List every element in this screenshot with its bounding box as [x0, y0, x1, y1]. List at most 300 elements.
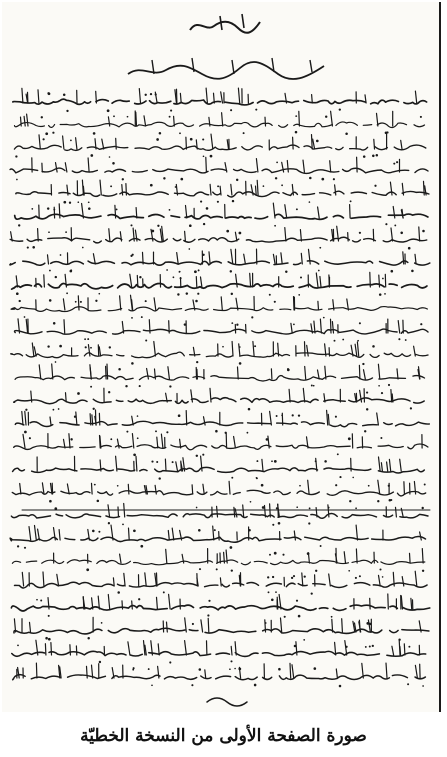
manuscript-dot: [368, 485, 370, 487]
manuscript-dot: [278, 668, 281, 671]
manuscript-dot: [41, 116, 43, 118]
manuscript-stroke: [45, 644, 46, 655]
manuscript-dot: [284, 616, 286, 618]
manuscript-dot: [186, 292, 188, 294]
manuscript-dot: [217, 201, 219, 203]
manuscript-dot: [16, 292, 19, 295]
manuscript-dot: [87, 338, 89, 340]
manuscript-dot: [328, 507, 330, 509]
manuscript-dot: [422, 507, 424, 509]
manuscript-stroke: [113, 578, 114, 586]
manuscript-stroke: [39, 135, 40, 149]
manuscript-stroke: [210, 388, 211, 402]
manuscript-dot: [408, 247, 411, 250]
manuscript-dot: [372, 345, 375, 348]
manuscript-stroke: [115, 205, 116, 218]
manuscript-stroke: [331, 319, 332, 333]
manuscript-line: [14, 398, 425, 404]
manuscript-stroke: [415, 91, 416, 103]
manuscript-stroke: [169, 594, 171, 609]
manuscript-dot: [420, 323, 422, 325]
manuscript-stroke: [126, 184, 127, 195]
manuscript-dot: [122, 524, 124, 526]
manuscript-stroke: [224, 552, 225, 563]
manuscript-stroke: [404, 644, 405, 655]
manuscript-dot: [355, 577, 357, 579]
manuscript-dot: [133, 529, 136, 532]
manuscript-dot: [86, 568, 89, 571]
manuscript-dot: [372, 155, 375, 158]
manuscript-dot: [177, 293, 179, 295]
manuscript-dot: [339, 685, 342, 688]
manuscript-dot: [271, 460, 273, 462]
manuscript-stroke: [309, 249, 311, 264]
manuscript-stroke: [209, 252, 210, 264]
manuscript-dot: [335, 484, 337, 486]
manuscript-stroke: [313, 139, 315, 149]
manuscript-stroke: [102, 139, 104, 149]
manuscript-line: [10, 237, 427, 243]
manuscript-stroke: [203, 484, 204, 494]
manuscript-stroke: [213, 526, 214, 540]
manuscript-dot: [52, 132, 54, 134]
manuscript-stroke: [64, 320, 65, 333]
manuscript-dot: [206, 207, 209, 210]
manuscript-dot: [18, 224, 20, 226]
manuscript-stroke: [231, 184, 232, 195]
heading-script-2: [122, 54, 332, 84]
manuscript-dot: [236, 324, 238, 326]
manuscript-stroke: [217, 506, 218, 517]
manuscript-stroke: [251, 185, 253, 195]
manuscript-dot: [222, 346, 224, 348]
manuscript-dot: [116, 208, 118, 210]
manuscript-stroke: [108, 117, 109, 126]
manuscript-dot: [369, 645, 371, 647]
manuscript-stroke: [67, 484, 69, 494]
manuscript-stroke: [177, 253, 179, 264]
manuscript-dot: [385, 131, 388, 134]
manuscript-stroke: [303, 388, 304, 402]
manuscript-stroke: [78, 296, 79, 310]
manuscript-dot: [378, 385, 380, 387]
manuscript-stroke: [161, 434, 163, 448]
manuscript-dot: [59, 345, 62, 348]
manuscript-dot: [295, 131, 298, 134]
manuscript-dot: [180, 277, 182, 279]
manuscript-stroke: [135, 230, 137, 241]
manuscript-stroke: [415, 665, 417, 678]
manuscript-stroke: [332, 619, 333, 632]
manuscript-stroke: [143, 252, 144, 264]
manuscript-stroke: [132, 434, 133, 448]
manuscript-stroke: [124, 573, 125, 586]
manuscript-stroke: [415, 571, 417, 586]
manuscript-dot: [364, 430, 366, 432]
manuscript-stroke: [157, 597, 158, 609]
manuscript-dot: [19, 300, 21, 302]
manuscript-dot: [307, 552, 310, 555]
manuscript-dot: [127, 116, 129, 118]
manuscript-stroke: [422, 549, 423, 563]
manuscript-stroke: [197, 369, 198, 379]
manuscript-dot: [359, 322, 361, 324]
manuscript-stroke: [355, 344, 357, 356]
manuscript-stroke: [24, 116, 25, 126]
manuscript-stroke: [301, 253, 302, 264]
manuscript-stroke: [318, 207, 320, 218]
manuscript-stroke: [165, 459, 166, 471]
manuscript-stroke: [201, 277, 202, 287]
manuscript-dot: [29, 437, 31, 439]
manuscript-stroke: [379, 575, 381, 586]
manuscript-stroke: [186, 137, 187, 149]
manuscript-dot: [337, 453, 339, 455]
manuscript-dot: [210, 155, 213, 158]
manuscript-stroke: [116, 138, 117, 149]
manuscript-stroke: [205, 670, 206, 678]
manuscript-dot: [299, 485, 301, 487]
manuscript-dot: [117, 485, 119, 487]
manuscript-dot: [348, 437, 351, 440]
manuscript-stroke: [144, 116, 146, 126]
manuscript-dot: [195, 300, 198, 303]
manuscript-dot: [80, 301, 82, 303]
manuscript-dot: [82, 247, 84, 249]
manuscript-dot: [69, 202, 71, 204]
manuscript-stroke: [208, 618, 209, 632]
manuscript-stroke: [287, 161, 288, 173]
manuscript-dot: [16, 179, 18, 181]
manuscript-dot: [256, 477, 258, 479]
manuscript-dot: [422, 685, 424, 687]
manuscript-stroke: [54, 528, 56, 540]
manuscript-dot: [117, 591, 120, 594]
manuscript-dot: [151, 684, 153, 686]
manuscript-dot: [311, 593, 313, 595]
manuscript-dot: [282, 554, 284, 556]
manuscript-stroke: [300, 230, 301, 241]
manuscript-dot: [366, 622, 369, 625]
manuscript-dot: [179, 271, 181, 273]
manuscript-dot: [139, 276, 141, 278]
manuscript-line: [11, 514, 428, 519]
manuscript-dot: [199, 568, 201, 570]
manuscript-dot: [169, 661, 171, 663]
manuscript-stroke: [83, 186, 84, 195]
manuscript-stroke: [402, 577, 404, 586]
manuscript-dot: [339, 476, 341, 478]
manuscript-line: [12, 651, 426, 656]
manuscript-dot: [229, 668, 231, 670]
manuscript-line: [10, 536, 425, 542]
manuscript-dot: [15, 155, 17, 157]
manuscript-dot: [269, 554, 271, 556]
manuscript-stroke: [185, 231, 186, 241]
manuscript-dot: [268, 591, 270, 593]
manuscript-dot: [48, 92, 51, 95]
manuscript-stroke: [139, 89, 140, 103]
manuscript-dot: [303, 639, 305, 641]
manuscript-stroke: [312, 135, 313, 149]
manuscript-stroke: [356, 525, 357, 540]
manuscript-dot: [274, 301, 276, 303]
manuscript-dot: [363, 155, 366, 158]
manuscript-dot: [85, 346, 87, 348]
manuscript-dot: [92, 530, 95, 533]
manuscript-stroke: [76, 412, 77, 425]
manuscript-dot: [285, 271, 287, 273]
manuscript-dot: [234, 668, 236, 670]
manuscript-stroke: [122, 185, 123, 195]
manuscript-dot: [298, 294, 300, 296]
manuscript-dot: [231, 322, 233, 324]
manuscript-dot: [355, 507, 357, 509]
manuscript-dot: [133, 453, 136, 456]
manuscript-dot: [309, 201, 311, 203]
manuscript-dot: [77, 201, 79, 203]
manuscript-stroke: [370, 272, 371, 287]
manuscript-stroke: [271, 369, 272, 379]
manuscript-stroke: [130, 274, 132, 287]
manuscript-stroke: [107, 364, 108, 379]
manuscript-dot: [17, 545, 19, 547]
manuscript-stroke: [168, 367, 170, 379]
manuscript-stroke: [100, 460, 101, 471]
manuscript-stroke: [344, 552, 345, 563]
manuscript-dot: [408, 646, 410, 648]
manuscript-dot: [325, 115, 327, 117]
manuscript-stroke: [136, 208, 137, 218]
manuscript-line: [15, 376, 424, 381]
manuscript-stroke: [30, 622, 31, 632]
manuscript-stroke: [377, 113, 378, 126]
manuscript-dot: [131, 317, 133, 319]
manuscript-dot: [25, 409, 27, 411]
manuscript-dot: [274, 460, 277, 463]
manuscript-dot: [296, 600, 298, 602]
manuscript-dot: [118, 368, 121, 371]
manuscript-stroke: [401, 140, 402, 149]
manuscript-dot: [24, 316, 26, 318]
manuscript-dot: [192, 623, 194, 625]
manuscript-dot: [381, 392, 383, 394]
manuscript-dot: [281, 414, 283, 416]
manuscript-dot: [31, 208, 33, 210]
manuscript-dot: [365, 646, 367, 648]
manuscript-dot: [380, 437, 382, 439]
manuscript-dot: [169, 116, 171, 118]
manuscript-stroke: [332, 322, 333, 333]
manuscript-dot: [216, 568, 218, 570]
manuscript-dot: [203, 155, 205, 157]
manuscript-stroke: [120, 232, 121, 241]
manuscript-dot: [334, 340, 336, 342]
manuscript-stroke: [277, 597, 278, 609]
manuscript-stroke: [109, 229, 110, 241]
manuscript-stroke: [396, 507, 397, 517]
manuscript-dot: [75, 301, 77, 303]
manuscript-dot: [254, 345, 256, 347]
manuscript-line: [13, 99, 427, 105]
manuscript-dot: [139, 385, 141, 387]
manuscript-dot: [323, 317, 325, 319]
manuscript-dot: [53, 322, 56, 325]
manuscript-stroke: [256, 186, 257, 195]
manuscript-stroke: [400, 647, 401, 655]
manuscript-stroke: [289, 389, 290, 402]
manuscript-dot: [27, 247, 29, 249]
manuscript-stroke: [155, 485, 156, 494]
manuscript-dot: [269, 294, 271, 296]
manuscript-dot: [261, 484, 264, 487]
manuscript-stroke: [92, 483, 93, 494]
manuscript-dot: [366, 408, 368, 410]
manuscript-dot: [389, 499, 392, 502]
manuscript-stroke: [378, 480, 380, 494]
manuscript-dot: [112, 162, 115, 165]
manuscript-stroke: [48, 255, 49, 264]
manuscript-stroke: [273, 203, 275, 218]
manuscript-stroke: [424, 181, 425, 195]
manuscript-dot: [32, 246, 35, 249]
manuscript-dot: [396, 161, 398, 163]
manuscript-dot: [321, 178, 324, 181]
manuscript-stroke: [108, 595, 109, 610]
manuscript-dot: [407, 683, 409, 685]
manuscript-stroke: [144, 641, 145, 655]
manuscript-dot: [42, 138, 44, 140]
manuscript-dot: [311, 385, 313, 387]
manuscript-stroke: [76, 138, 77, 149]
manuscript-stroke: [92, 415, 93, 425]
manuscript-dot: [90, 347, 92, 349]
manuscript-stroke: [414, 346, 416, 356]
manuscript-stroke: [392, 394, 393, 402]
manuscript-dot: [309, 177, 312, 180]
manuscript-stroke: [83, 597, 84, 609]
manuscript-dot: [169, 209, 171, 211]
manuscript-stroke: [34, 347, 36, 356]
manuscript-stroke: [294, 531, 295, 540]
manuscript-dot: [382, 278, 384, 280]
manuscript-dot: [45, 637, 48, 640]
manuscript-dot: [359, 575, 361, 577]
manuscript-dot: [70, 140, 72, 142]
manuscript-dot: [275, 177, 277, 179]
manuscript-stroke: [20, 484, 21, 495]
manuscript-dot: [163, 591, 165, 593]
manuscript-dot: [254, 684, 257, 687]
manuscript-line: [15, 122, 425, 128]
manuscript-stroke: [331, 111, 333, 126]
manuscript-stroke: [59, 204, 60, 218]
manuscript-stroke: [117, 439, 119, 448]
manuscript-dot: [333, 178, 335, 180]
manuscript-stroke: [330, 161, 331, 172]
manuscript-stroke: [222, 113, 223, 126]
manuscript-stroke: [100, 436, 101, 449]
manuscript-dot: [151, 230, 154, 233]
manuscript-dot: [94, 484, 96, 486]
manuscript-dot: [159, 477, 161, 479]
manuscript-dot: [199, 668, 202, 671]
manuscript-dot: [331, 616, 333, 618]
manuscript-dot: [262, 506, 265, 509]
manuscript-dot: [188, 248, 190, 250]
manuscript-dot: [296, 506, 298, 508]
manuscript-stroke: [90, 365, 91, 379]
manuscript-dot: [230, 270, 232, 272]
manuscript-dot: [24, 431, 27, 434]
manuscript-dot: [247, 432, 249, 434]
manuscript-stroke: [50, 417, 51, 425]
manuscript-stroke: [290, 663, 291, 678]
manuscript-dot: [272, 524, 274, 526]
manuscript-stroke: [128, 642, 130, 655]
manuscript-dot: [294, 645, 297, 648]
manuscript-dot: [296, 208, 298, 210]
manuscript-dot: [130, 255, 132, 257]
manuscript-dot: [265, 622, 267, 624]
manuscript-stroke: [281, 253, 282, 264]
manuscript-dot: [126, 431, 128, 433]
manuscript-dot: [276, 162, 278, 164]
manuscript-dot: [272, 576, 274, 578]
manuscript-stroke: [128, 484, 129, 494]
manuscript-stroke: [25, 411, 26, 425]
manuscript-dot: [47, 345, 49, 347]
manuscript-dot: [391, 270, 394, 273]
manuscript-stroke: [206, 88, 207, 103]
manuscript-stroke: [36, 663, 37, 678]
manuscript-stroke: [29, 527, 31, 540]
manuscript-dot: [90, 386, 92, 388]
manuscript-dot: [55, 276, 57, 278]
manuscript-dot: [239, 232, 242, 235]
manuscript-dot: [88, 201, 90, 203]
manuscript-line: [14, 444, 428, 450]
manuscript-stroke: [336, 669, 337, 678]
manuscript-stroke: [265, 117, 266, 126]
manuscript-dot: [49, 500, 52, 503]
manuscript-stroke: [201, 620, 203, 632]
manuscript-dot: [278, 522, 281, 525]
manuscript-stroke: [398, 321, 400, 333]
manuscript-dot: [276, 415, 278, 417]
manuscript-stroke: [22, 412, 23, 426]
manuscript-dot: [287, 369, 290, 372]
manuscript-stroke: [342, 619, 343, 632]
manuscript-dot: [45, 132, 48, 135]
manuscript-stroke: [99, 347, 100, 356]
manuscript-stroke: [52, 364, 53, 379]
manuscript-stroke: [158, 666, 159, 678]
manuscript-stroke: [106, 366, 107, 379]
manuscript-stroke: [411, 598, 412, 609]
manuscript-dot: [90, 154, 93, 157]
manuscript-dot: [70, 269, 72, 271]
manuscript-stroke: [318, 370, 320, 379]
manuscript-dot: [324, 460, 327, 463]
manuscript-stroke: [43, 572, 44, 586]
manuscript-dot: [300, 276, 302, 278]
manuscript-dot: [231, 293, 233, 295]
manuscript-line: [12, 560, 424, 565]
manuscript-dot: [422, 570, 424, 572]
manuscript-stroke: [63, 136, 64, 149]
manuscript-stroke: [256, 159, 258, 172]
